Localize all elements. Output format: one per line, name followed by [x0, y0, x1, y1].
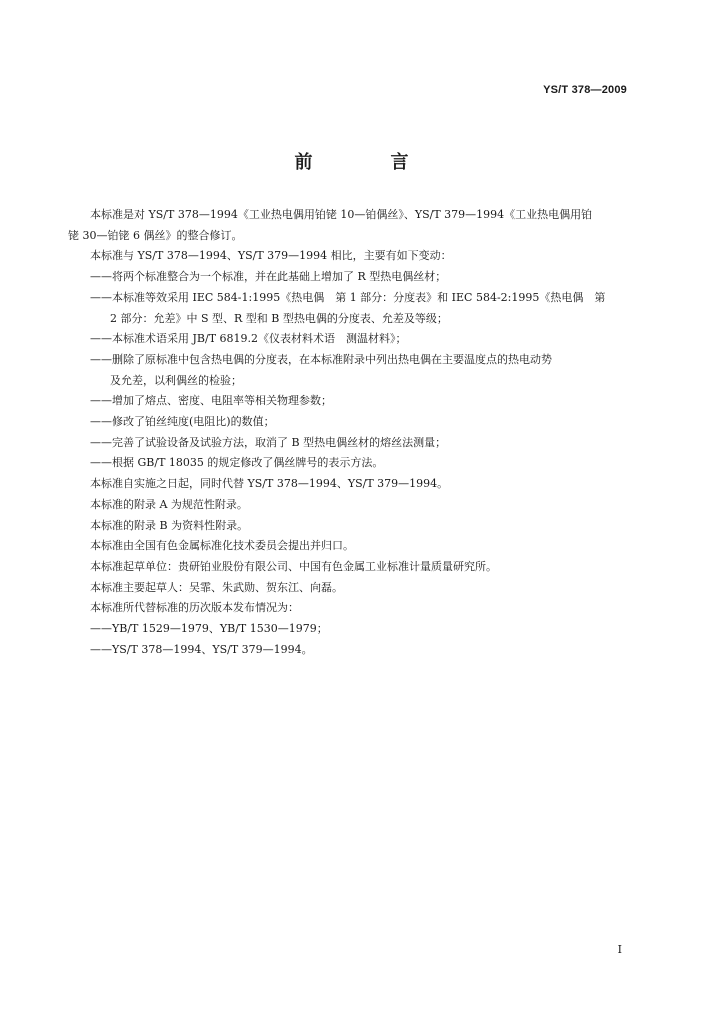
foreword-body — [68, 205, 634, 660]
list-item: ——增加了熔点、密度、电阻率等相关物理参数； — [90, 394, 332, 408]
list-item: ——本标准术语采用 JB/T 6819.2《仪表材料术语 测温材料》； — [90, 332, 407, 346]
list-item: ——修改了铂丝纯度(电阻比)的数值； — [90, 415, 275, 429]
list-item: ——删除了原标准中包含热电偶的分度表，在本标准附录中列出热电偶在主要温度点的热电动势 — [90, 352, 552, 366]
list-item: ——完善了试验设备及试验方法，取消了 B 型热电偶丝材的熔丝法测量； — [90, 435, 447, 449]
paragraph: 本标准是对 YS/T 378—1994《工业热电偶用铂铑 10—铂偶丝》、YS/T 379—1994《工业热电偶用铂 — [90, 208, 593, 221]
page-number: I — [617, 943, 622, 956]
paragraph: 本标准主要起草人：吴霏、朱武勋、贺东江、向磊。 — [90, 580, 343, 594]
paragraph: 本标准的附录 B 为资料性附录。 — [90, 518, 249, 532]
list-item: ——YB/T 1529—1979、YB/T 1530—1979； — [90, 622, 328, 636]
paragraph-continuation: 铑 30—铂铑 6 偶丝》的整合修订。 — [68, 228, 243, 242]
list-item: ——根据 GB/T 18035 的规定修改了偶丝牌号的表示方法。 — [90, 456, 384, 470]
paragraph: 本标准与 YS/T 378—1994、YS/T 379—1994 相比，主要有如下变动： — [90, 249, 452, 263]
paragraph: 本标准由全国有色金属标准化技术委员会提出并归口。 — [90, 539, 354, 553]
list-item: ——本标准等效采用 IEC 584-1:1995《热电偶 第 1 部分：分度表》和 IEC 584-2:1995《热电偶 第 — [90, 290, 606, 304]
document-code: YS/T 378—2009 — [543, 84, 627, 96]
page-title: 前 言 — [294, 152, 439, 173]
paragraph: 本标准的附录 A 为规范性附录。 — [90, 497, 248, 511]
paragraph: 本标准起草单位：贵研铂业股份有限公司、中国有色金属工业标准计量质量研究所。 — [90, 559, 497, 573]
paragraph: 本标准所代替标准的历次版本发布情况为： — [90, 601, 299, 615]
list-item: ——YS/T 378—1994、YS/T 379—1994。 — [90, 642, 313, 656]
list-item-continuation: 2 部分：允差》中 S 型、R 型和 B 型热电偶的分度表、允差及等级； — [110, 311, 448, 325]
list-item: ——将两个标准整合为一个标准，并在此基础上增加了 R 型热电偶丝材； — [90, 270, 447, 284]
paragraph: 本标准自实施之日起，同时代替 YS/T 378—1994、YS/T 379—1994。 — [90, 477, 449, 491]
list-item-continuation: 及允差，以利偶丝的检验； — [110, 373, 242, 387]
